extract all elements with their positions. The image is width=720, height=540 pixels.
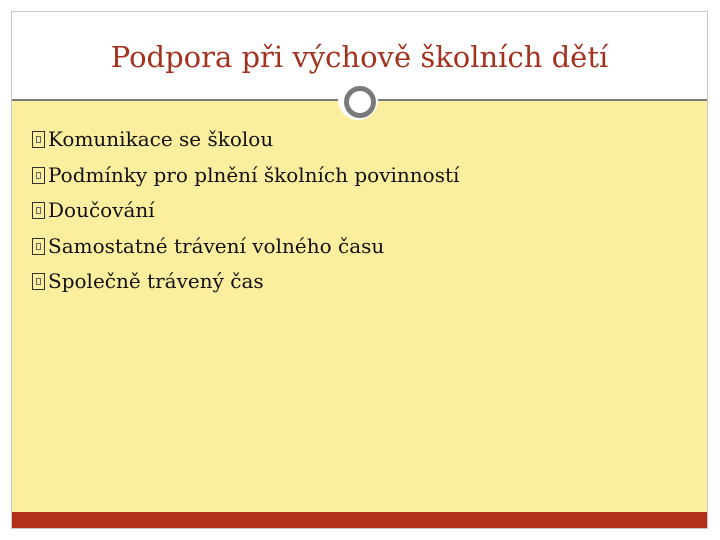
missing-glyph-box-icon (32, 167, 45, 184)
bullet-text: Samostatné trávení volného času (48, 233, 385, 258)
slide-frame (11, 11, 708, 529)
bullet-text: Doučování (48, 198, 155, 222)
bottom-accent-bar (12, 512, 707, 528)
bullet-text: Komunikace se školou (48, 127, 274, 151)
slide-title: Podpora při výchově školních dětí (110, 40, 609, 74)
content-area (12, 101, 707, 514)
missing-glyph-box-icon (32, 238, 45, 255)
bullet-item (32, 122, 459, 158)
bullet-item (32, 158, 459, 194)
missing-glyph-box-icon (32, 131, 45, 148)
missing-glyph-box-icon (32, 273, 45, 290)
ring-icon (338, 80, 378, 120)
bullet-item (32, 193, 459, 229)
bullet-text: Společně trávený čas (48, 269, 264, 293)
bullet-text: Podmínky pro plnění školních povinností (48, 162, 460, 187)
bullet-list (32, 122, 459, 300)
ring-inner (344, 86, 376, 118)
bullet-item (32, 229, 459, 265)
missing-glyph-box-icon (32, 202, 45, 219)
bullet-item (32, 264, 459, 300)
